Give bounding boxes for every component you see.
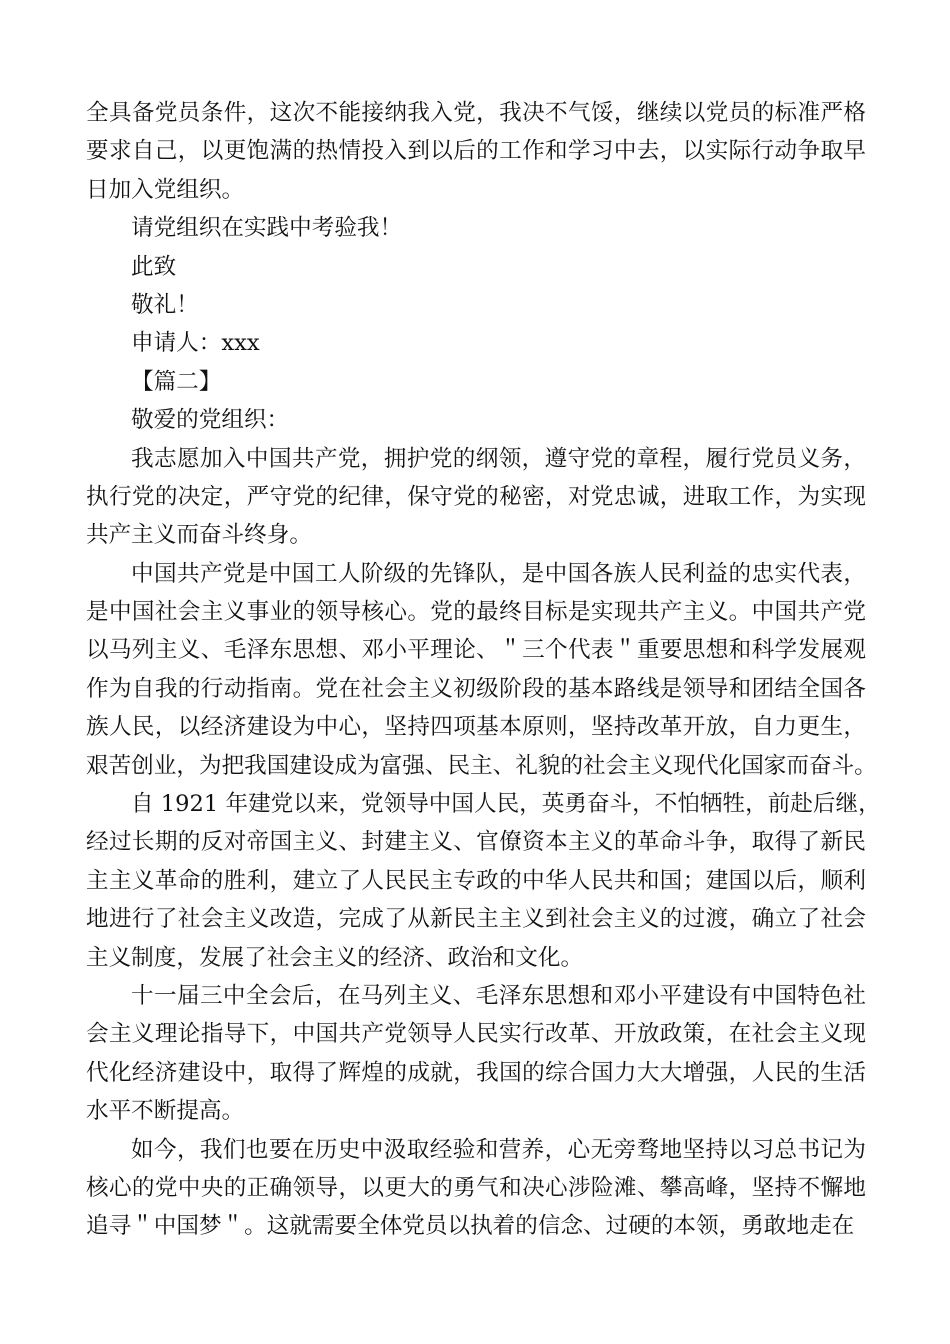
- paragraph: [86, 286, 866, 324]
- text-line: 是中国社会主义事业的领导核心。党的最终目标是实现共产主义。中国共产党: [86, 599, 866, 626]
- text-line: 日加入党组织。: [86, 176, 245, 203]
- text-line: 【篇二】: [131, 368, 222, 395]
- text-line: 全具备党员条件，这次不能接纳我入党，我决不气馁，继续以党员的标准严格: [86, 100, 866, 126]
- text-line: 代化经济建设中，取得了辉煌的成就，我国的综合国力大大增强，人民的生活: [86, 1059, 866, 1086]
- paragraph: [86, 555, 877, 785]
- text-line: 此致: [131, 253, 177, 280]
- paragraph: [86, 440, 866, 555]
- text-line: 如今，我们也要在历史中汲取经验和营养，心无旁骛地坚持以习总书记为: [131, 1136, 866, 1163]
- paragraph: [86, 1131, 866, 1246]
- paragraph: [86, 363, 866, 401]
- text-line: 敬礼！: [131, 291, 199, 318]
- paragraph: [86, 977, 866, 1131]
- text-line: 我志愿加入中国共产党，拥护党的纲领，遵守党的章程，履行党员义务，: [131, 445, 866, 472]
- text-line: 水平不断提高。: [86, 1098, 245, 1125]
- text-line: 共产主义而奋斗终身。: [86, 522, 312, 549]
- paragraph: [86, 401, 866, 439]
- paragraph: [86, 248, 866, 286]
- document-body: [86, 94, 881, 1246]
- text-line: 族人民，以经济建设为中心，坚持四项基本原则，坚持改革开放，自力更生，: [86, 714, 866, 741]
- text-line: 执行党的决定，严守党的纪律，保守党的秘密，对党忠诚，进取工作，为实现: [86, 483, 866, 510]
- paragraph: [86, 324, 866, 362]
- text-line: 地进行了社会主义改造，完成了从新民主主义到社会主义的过渡，确立了社会: [86, 906, 866, 933]
- text-line: 作为自我的行动指南。党在社会主义初级阶段的基本路线是领导和团结全国各: [86, 675, 866, 702]
- text-line: 十一届三中全会后，在马列主义、毛泽东思想和邓小平建设有中国特色社: [131, 982, 866, 1009]
- text-line: 请党组织在实践中考验我！: [131, 215, 403, 242]
- text-line: 自 1921 年建党以来，党领导中国人民，英勇奋斗，不怕牺牲，前赴后继，: [131, 791, 881, 818]
- text-line: 会主义理论指导下，中国共产党领导人民实行改革、开放政策，在社会主义现: [86, 1021, 866, 1048]
- text-line: 主主义革命的胜利，建立了人民民主专政的中华人民共和国；建国以后，顺利: [86, 867, 866, 894]
- text-line: 艰苦创业，为把我国建设成为富强、民主、礼貌的社会主义现代化国家而奋斗。: [86, 752, 877, 779]
- text-line: 中国共产党是中国工人阶级的先锋队，是中国各族人民利益的忠实代表，: [131, 560, 866, 587]
- text-line: 主义制度，发展了社会主义的经济、政治和文化。: [86, 944, 584, 971]
- text-line: 申请人：xxx: [131, 330, 260, 357]
- text-line: 核心的党中央的正确领导，以更大的勇气和决心涉险滩、攀高峰，坚持不懈地: [86, 1174, 866, 1201]
- text-line: 要求自己，以更饱满的热情投入到以后的工作和学习中去，以实际行动争取早: [86, 138, 866, 165]
- text-line: 追寻＂中国梦＂。这就需要全体党员以执着的信念、过硬的本领，勇敢地走在: [86, 1213, 855, 1240]
- text-line: 经过长期的反对帝国主义、封建主义、官僚资本主义的革命斗争，取得了新民: [86, 829, 866, 856]
- paragraph: [86, 94, 866, 209]
- paragraph: [86, 785, 881, 977]
- text-line: 以马列主义、毛泽东思想、邓小平理论、＂三个代表＂重要思想和科学发展观: [86, 637, 866, 664]
- paragraph: [86, 209, 866, 247]
- text-line: 敬爱的党组织：: [131, 407, 290, 434]
